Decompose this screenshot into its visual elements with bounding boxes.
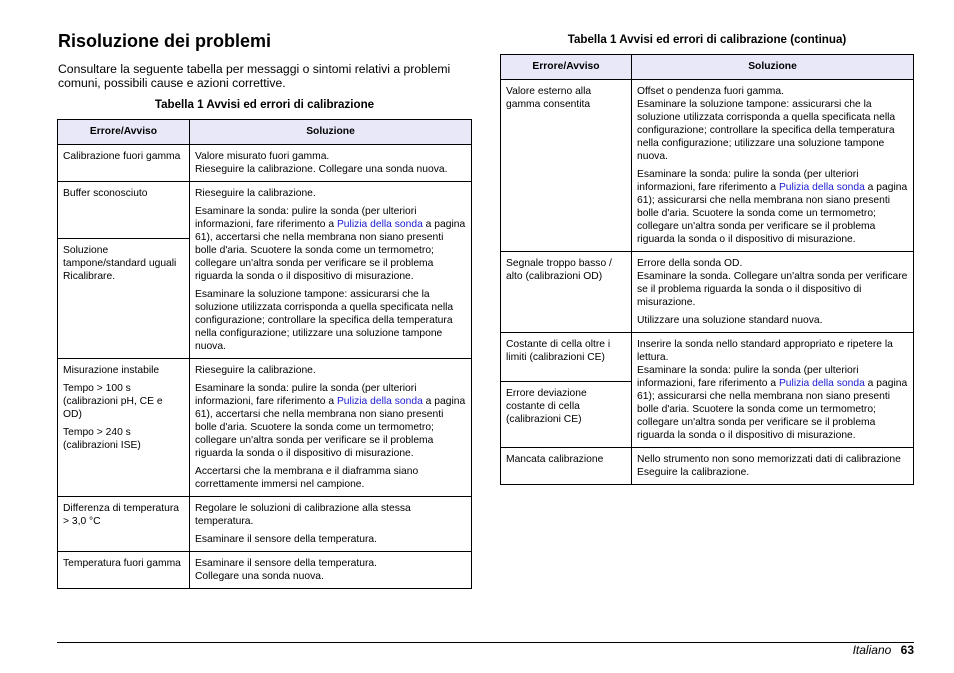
error-text: Valore esterno alla gamma consentita: [506, 86, 592, 110]
table-row: [58, 552, 472, 589]
header-error: Errore/Avviso: [58, 120, 190, 145]
left-column: [57, 30, 472, 589]
solution-text: Esaminare la soluzione tampone: assicurarsi che la soluzione utilizzata corrisponda a quella specificata nella configurazione; controllare la specifica della temperatura nella configurazione; utilizzare una soluzione tampone nuova.: [195, 289, 454, 352]
solution-text: Nello strumento non sono memorizzati dati di calibrazione Eseguire la calibrazione.: [637, 454, 901, 478]
table-body: [58, 145, 472, 589]
error-cell: [501, 333, 632, 382]
table-body: [501, 80, 914, 485]
table-row: [501, 448, 914, 485]
solution-text: Esaminare la sonda: pulire la sonda (per ulteriori informazioni, fare riferimento a Pulizia della sonda a pagina 61); assicurarsi che nella membrana non siano presenti bolle d'aria. Scuotere la sonda come un termometro; collegare un'altra sonda per verificare se il problema riguarda la sonda o il dispositivo di misurazione.: [637, 169, 908, 245]
solution-text: Esaminare il sensore della temperatura.: [195, 534, 378, 545]
solution-cell: [190, 497, 472, 552]
solution-text: Regolare le soluzioni di calibrazione alla stessa temperatura.: [195, 503, 411, 527]
table-row: [58, 359, 472, 497]
solution-cell: [190, 145, 472, 182]
solution-text: Rieseguire la calibrazione.: [195, 365, 316, 376]
table-row: [501, 333, 914, 382]
error-text: Soluzione tampone/standard uguali Ricalibrare.: [63, 245, 177, 283]
solution-text: Utilizzare una soluzione standard nuova.: [637, 315, 823, 326]
calibration-errors-table: [57, 119, 472, 589]
table-row: [58, 182, 472, 239]
error-text: Tempo > 100 s (calibrazioni pH, CE e OD): [63, 383, 163, 420]
page-title: Risoluzione dei problemi: [58, 31, 272, 51]
error-text: Tempo > 240 s (calibrazioni ISE): [63, 427, 141, 451]
solution-text: Accertarsi che la membrana e il diaframma siano correttamente immersi nel campione.: [195, 466, 419, 490]
error-text: Mancata calibrazione: [506, 454, 604, 465]
solution-cell: [632, 252, 914, 333]
table-row: [58, 497, 472, 552]
solution-text: Esaminare il sensore della temperatura. Collegare una sonda nuova.: [195, 558, 378, 582]
header-solution: Soluzione: [632, 55, 914, 80]
calibration-errors-table-continued: [500, 54, 914, 485]
solution-text: Rieseguire la calibrazione.: [195, 188, 316, 199]
table-caption: Tabella 1 Avvisi ed errori di calibrazione: [154, 98, 375, 111]
right-column: [500, 33, 914, 485]
solution-text: Offset o pendenza fuori gamma. Esaminare la soluzione tampone: assicurarsi che la soluzione utilizzata corrisponda a quella specificata nella configurazione; controllare la specifica della temperatura nella configurazione; utilizzare una soluzione tampone nuova.: [637, 86, 896, 162]
error-cell: [58, 552, 190, 589]
page-number: 63: [900, 643, 914, 657]
footer-language: Italiano: [852, 643, 892, 657]
error-text: Calibrazione fuori gamma: [63, 151, 181, 162]
error-cell: [58, 145, 190, 182]
intro-paragraph: Consultare la seguente tabella per messaggi o sintomi relativi a problemi comuni, possibili cause e azioni correttive.: [58, 62, 451, 90]
solution-cell: [190, 182, 472, 359]
table-header-row: [58, 120, 472, 145]
cross-reference-link[interactable]: Pulizia della sonda: [778, 378, 865, 389]
error-text: Costante di cella oltre i limiti (calibrazioni CE): [506, 339, 611, 363]
solution-cell: [190, 552, 472, 589]
cross-reference-link[interactable]: Pulizia della sonda: [336, 396, 423, 407]
cross-reference-link[interactable]: Pulizia della sonda: [778, 182, 865, 193]
table-header-row: [501, 55, 914, 80]
error-text: Differenza di temperatura > 3,0 °C: [63, 503, 179, 527]
error-text: Temperatura fuori gamma: [63, 558, 181, 569]
error-text: Misurazione instabile: [63, 365, 160, 376]
error-text: Buffer sconosciuto: [63, 188, 148, 199]
footer-divider: [57, 642, 914, 643]
solution-cell: [632, 448, 914, 485]
table-row: [501, 252, 914, 333]
solution-cell: [632, 333, 914, 448]
error-text: Errore deviazione costante di cella (calibrazioni CE): [506, 387, 587, 425]
header-solution: Soluzione: [190, 120, 472, 145]
table-row: [501, 80, 914, 252]
header-error: Errore/Avviso: [501, 55, 632, 80]
error-cell: [58, 497, 190, 552]
solution-cell: [190, 359, 472, 497]
error-cell: [501, 448, 632, 485]
table-caption-continued: Tabella 1 Avvisi ed errori di calibrazione (continua): [567, 33, 847, 46]
error-cell: [501, 80, 632, 252]
cross-reference-link[interactable]: Pulizia della sonda: [336, 219, 423, 230]
solution-text: Esaminare la sonda: pulire la sonda (per ulteriori informazioni, fare riferimento a Pulizia della sonda a pagina 61), accertarsi che nella membrana non siano presenti bolle d'aria. Scuotere la sonda come un termometro; collegare un'altra sonda per verificare se il problema riguarda la sonda o il dispositivo di misurazione.: [195, 383, 466, 459]
page-footer: [853, 643, 914, 657]
solution-cell: [632, 80, 914, 252]
solution-text: Inserire la sonda nello standard appropriato e ripetere la lettura. Esaminare la sonda: pulire la sonda (per ulteriori informazioni, fare riferimento a Pulizia della sonda a pagina 61); assicurarsi che nella membrana non siano presenti bolle d'aria. Scuotere la sonda come un termometro; collegare un'altra sonda per verificare se il problema riguarda la sonda o il dispositivo di misurazione.: [637, 339, 908, 441]
error-cell: [58, 239, 190, 359]
solution-text: Errore della sonda OD. Esaminare la sonda. Collegare un'altra sonda per verificare se il problema riguarda la sonda o il dispositivo di misurazione.: [637, 258, 908, 308]
table-row: [58, 145, 472, 182]
error-cell: [58, 359, 190, 497]
error-cell: [501, 252, 632, 333]
solution-text: Valore misurato fuori gamma. Rieseguire la calibrazione. Collegare una sonda nuova.: [195, 151, 448, 175]
error-text: Segnale troppo basso / alto (calibrazioni OD): [506, 258, 612, 282]
solution-text: Esaminare la sonda: pulire la sonda (per ulteriori informazioni, fare riferimento a Pulizia della sonda a pagina 61), accertarsi che nella membrana non siano presenti bolle d'aria. Scuotere la sonda come un termometro; collegare un'altra sonda per verificare se il problema riguarda la sonda o il dispositivo di misurazione.: [195, 206, 466, 282]
error-cell: [58, 182, 190, 239]
error-cell: [501, 381, 632, 447]
